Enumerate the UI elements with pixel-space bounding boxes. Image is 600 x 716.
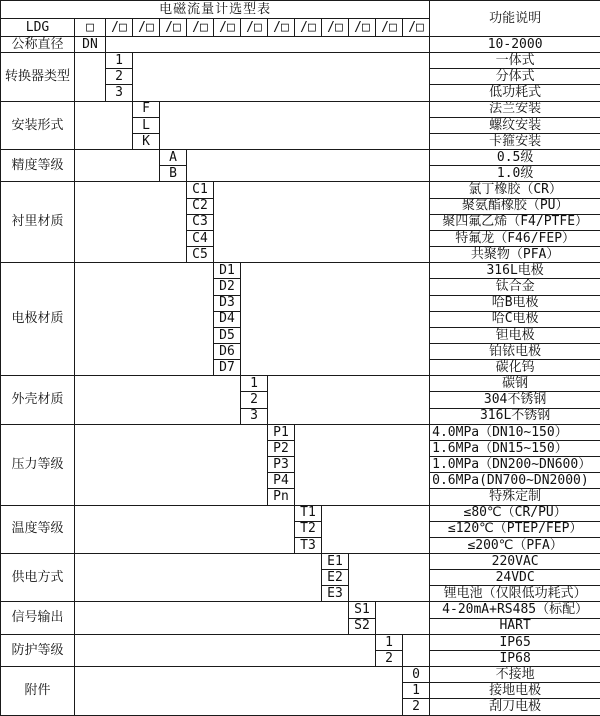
function-cell: IP68 [430,650,600,666]
section-label: 温度等级 [1,505,75,553]
function-cell: 1.6MPa（DN15~150） [430,440,600,456]
function-cell: 碳钢 [430,376,600,392]
section-label: 安装形式 [1,101,75,149]
code-cell: 2 [106,69,133,85]
table-row [1,424,600,440]
table-row [1,263,600,279]
model-slot-box: /□ [403,19,430,37]
table-row [1,376,600,392]
function-cell: 0.6MPa(DN700~DN2000) [430,473,600,489]
code-cell: P1 [268,424,295,440]
code-cell: T2 [295,521,322,537]
empty-filler-left [75,376,241,424]
section-label: 信号输出 [1,602,75,634]
function-cell: 钽电极 [430,327,600,343]
function-cell: 4-20mA+RS485（标配） [430,602,600,618]
model-slot-box: /□ [241,19,268,37]
model-slot-box: /□ [133,19,160,37]
table-row [1,505,600,521]
section-label: 防护等级 [1,634,75,666]
code-cell: D7 [214,360,241,376]
section-label: 转换器类型 [1,53,75,101]
function-cell: 一体式 [430,53,600,69]
empty-filler-left [75,53,106,101]
model-first-box: □ [75,19,106,37]
function-cell: 共聚物（PFA） [430,247,600,263]
table-row [1,602,600,618]
code-cell: T1 [295,505,322,521]
code-cell: L [133,117,160,133]
code-cell: 2 [376,650,403,666]
empty-filler-right [214,182,430,263]
empty-filler-right [241,263,430,376]
empty-filler-left [75,667,403,716]
code-cell: P2 [268,440,295,456]
code-cell: 2 [403,699,430,716]
function-cell: 锂电池（仅限低功耗式） [430,586,600,602]
code-cell: P3 [268,457,295,473]
function-cell: 低功耗式 [430,85,600,101]
code-cell: A [160,150,187,166]
title-row [1,1,600,19]
function-cell: 304不锈钢 [430,392,600,408]
empty-filler-left [75,554,322,602]
empty-filler-left [75,263,214,376]
code-cell: P4 [268,473,295,489]
table-row [1,150,600,166]
empty-filler-right [160,101,430,149]
function-cell: 钛合金 [430,279,600,295]
code-cell: D6 [214,343,241,359]
empty-filler-right [106,37,430,53]
section-label: 供电方式 [1,554,75,602]
model-slot-box: /□ [376,19,403,37]
code-cell: 3 [241,408,268,424]
table-row [1,554,600,570]
code-cell: 1 [106,53,133,69]
table-row [1,634,600,650]
code-cell: D1 [214,263,241,279]
table-row [1,667,600,683]
table-row [1,101,600,117]
code-cell: F [133,101,160,117]
section-label: 衬里材质 [1,182,75,263]
code-cell: D5 [214,327,241,343]
code-cell: C3 [187,214,214,230]
function-cell: 分体式 [430,69,600,85]
code-cell: Pn [268,489,295,505]
code-cell: DN [75,37,106,53]
page-title: 电磁流量计选型表 [1,1,430,19]
function-cell: ≤80℃（CR/PU） [430,505,600,521]
function-cell: 哈B电极 [430,295,600,311]
model-slot-box: /□ [349,19,376,37]
function-cell: 316L不锈钢 [430,408,600,424]
function-cell: 特氟龙（F46/FEP） [430,230,600,246]
empty-filler-right [322,505,430,553]
function-cell: 螺纹安装 [430,117,600,133]
model-slot-box: /□ [268,19,295,37]
function-cell: 聚四氟乙烯（F4/PTFE） [430,214,600,230]
code-cell: D4 [214,311,241,327]
function-cell: IP65 [430,634,600,650]
empty-filler-right [133,53,430,101]
section-label: 压力等级 [1,424,75,505]
code-cell: C2 [187,198,214,214]
code-cell: D3 [214,295,241,311]
empty-filler-left [75,602,349,634]
code-cell: S2 [349,618,376,634]
empty-filler-left [75,182,187,263]
code-cell: 3 [106,85,133,101]
function-cell: 铂铱电极 [430,343,600,359]
section-label: 附件 [1,667,75,716]
model-slot-box: /□ [322,19,349,37]
empty-filler-right [376,602,430,634]
code-cell: B [160,166,187,182]
empty-filler-left [75,150,160,182]
function-cell: 刮刀电极 [430,699,600,716]
function-cell: ≤120℃（PTEP/FEP） [430,521,600,537]
code-cell: K [133,133,160,149]
function-cell: 法兰安装 [430,101,600,117]
empty-filler-right [295,424,430,505]
section-label: 外壳材质 [1,376,75,424]
section-label: 精度等级 [1,150,75,182]
empty-filler-left [75,101,133,149]
code-cell: S1 [349,602,376,618]
empty-filler-right [268,376,430,424]
code-cell: 2 [241,392,268,408]
model-prefix: LDG [1,19,75,37]
code-cell: 1 [376,634,403,650]
code-cell: E2 [322,570,349,586]
model-slot-box: /□ [295,19,322,37]
function-cell: HART [430,618,600,634]
empty-filler-right [349,554,430,602]
code-cell: 0 [403,667,430,683]
code-cell: C1 [187,182,214,198]
table-row [1,53,600,69]
table-row [1,37,600,53]
function-cell: 24VDC [430,570,600,586]
code-cell: C4 [187,230,214,246]
function-cell: 220VAC [430,554,600,570]
function-cell: 卡箍安装 [430,133,600,149]
function-cell: 不接地 [430,667,600,683]
model-slot-box: /□ [187,19,214,37]
function-cell: 碳化钨 [430,360,600,376]
function-cell: 0.5级 [430,150,600,166]
empty-filler-left [75,424,268,505]
model-slot-box: /□ [160,19,187,37]
function-cell: ≤200℃（PFA） [430,537,600,553]
code-cell: E1 [322,554,349,570]
empty-filler-right [403,634,430,666]
code-cell: C5 [187,247,214,263]
model-slot-box: /□ [106,19,133,37]
function-cell: 10-2000 [430,37,600,53]
function-cell: 氯丁橡胶（CR） [430,182,600,198]
code-cell: 1 [403,683,430,699]
code-cell: E3 [322,586,349,602]
code-cell: 1 [241,376,268,392]
section-label: 公称直径 [1,37,75,53]
code-cell: T3 [295,537,322,553]
empty-filler-left [75,505,295,553]
function-cell: 316L电极 [430,263,600,279]
function-cell: 1.0级 [430,166,600,182]
function-column-header: 功能说明 [430,1,600,37]
function-cell: 聚氨酯橡胶（PU） [430,198,600,214]
table-row [1,182,600,198]
function-cell: 4.0MPa（DN10~150） [430,424,600,440]
code-cell: D2 [214,279,241,295]
function-cell: 接地电极 [430,683,600,699]
empty-filler-right [187,150,430,182]
section-label: 电极材质 [1,263,75,376]
model-slot-box: /□ [214,19,241,37]
function-cell: 哈C电极 [430,311,600,327]
function-cell: 特殊定制 [430,489,600,505]
empty-filler-left [75,634,376,666]
function-cell: 1.0MPa（DN200~DN600） [430,457,600,473]
